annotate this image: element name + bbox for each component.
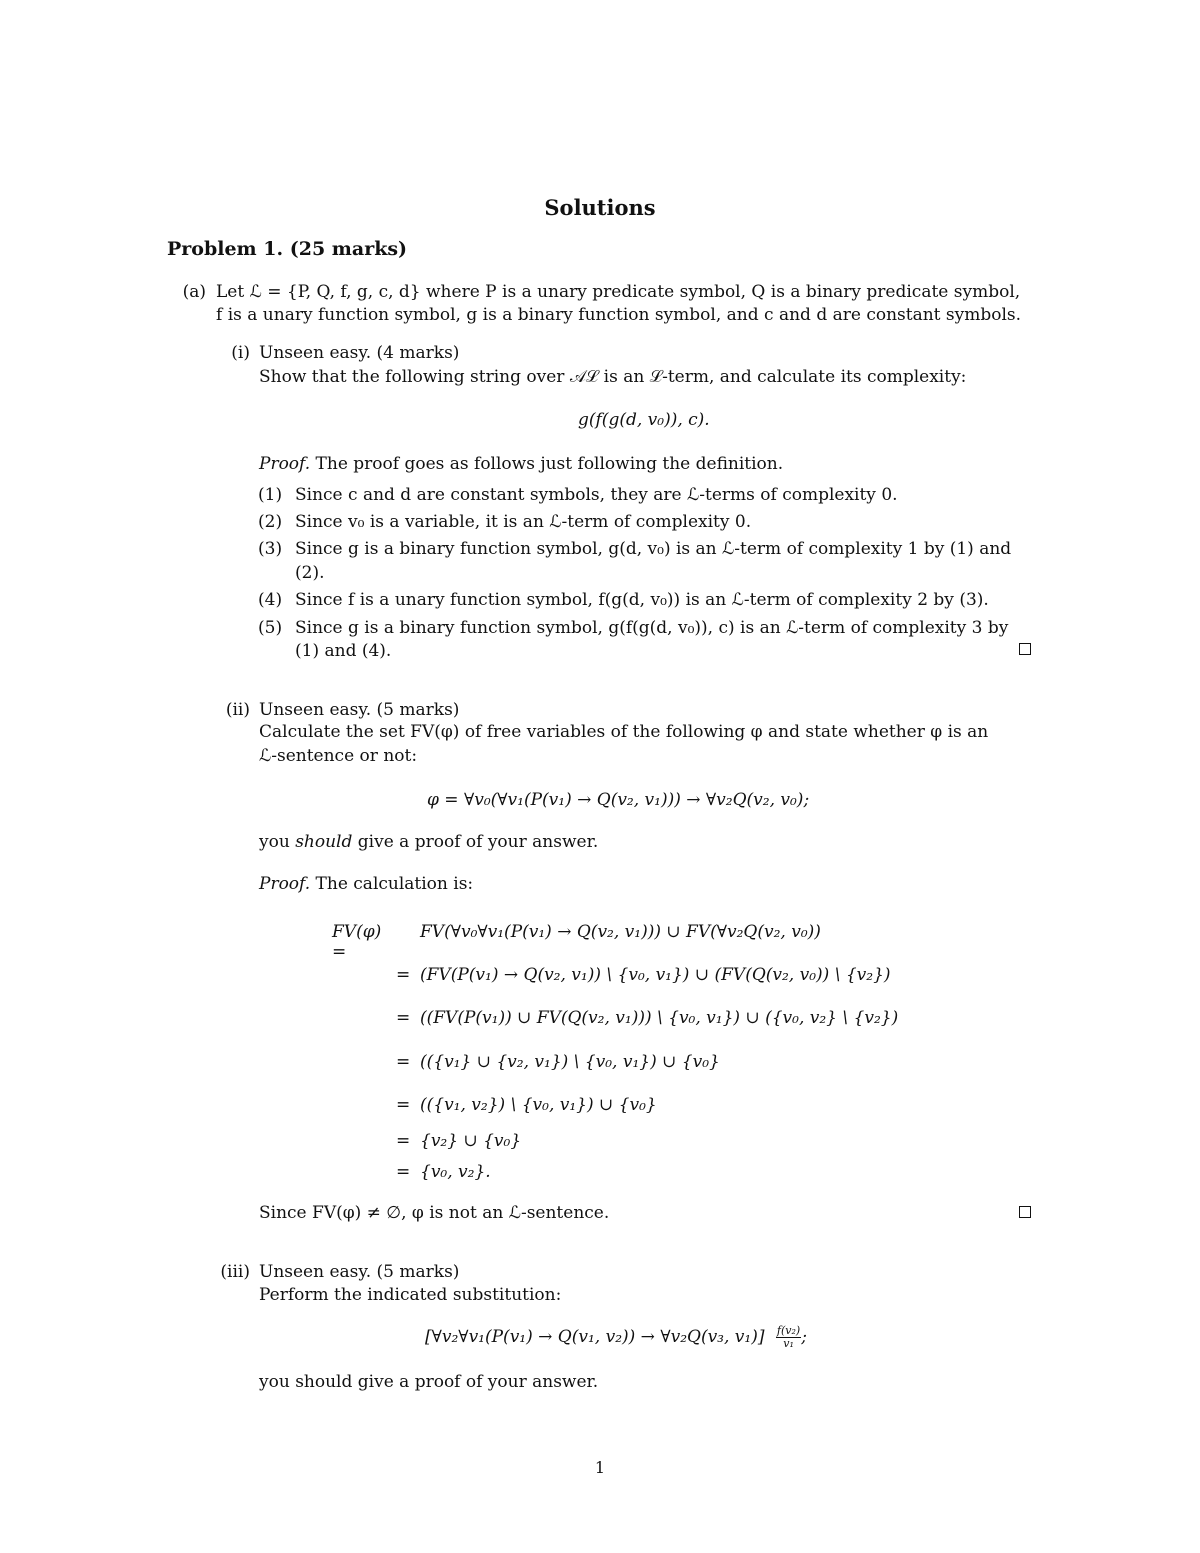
step-5-num: (5)	[258, 618, 283, 638]
equals-sign: =	[396, 1052, 411, 1072]
step-5-continued: (1) and (4).	[295, 641, 392, 661]
substitution-formula: [∀v₂∀v₁(P(v₁) → Q(v₁, v₂)) → ∀v₂Q(v₃, v₁)]	[425, 1327, 765, 1347]
step-2-text: Since v₀ is a variable, it is an ℒ-term of complexity 0.	[295, 512, 752, 532]
proof-intro: The proof goes as follows just following the definition.	[315, 454, 784, 474]
step-5-text: Since g is a binary function symbol, g(f(g(d, v₀)), c) is an ℒ-term of complexity 3 by	[295, 618, 1009, 638]
sub-iii-note: you should give a proof of your answer.	[259, 1372, 599, 1392]
derivation-lhs: FV(φ) =	[332, 922, 382, 962]
page-heading: Solutions	[544, 195, 656, 220]
problem-title: Problem 1. (25 marks)	[167, 238, 408, 260]
derivation-step: (({v₁, v₂}) \ {v₀, v₁}) ∪ {v₀}	[420, 1095, 657, 1115]
sub-i-header: Unseen easy. (4 marks)	[259, 343, 460, 363]
derivation-step: {v₀, v₂}.	[420, 1162, 491, 1182]
sub-iii-label: (iii)	[220, 1262, 250, 1282]
equals-sign: =	[396, 1095, 411, 1115]
step-4-num: (4)	[258, 590, 283, 610]
derivation-step: ((FV(P(v₁)) ∪ FV(Q(v₂, v₁))) \ {v₀, v₁}) ∪ ({v₀, v₂} \ {v₂})	[420, 1008, 899, 1028]
sub-i-display-term: g(f(g(d, v₀)), c).	[578, 410, 710, 430]
derivation-step: FV(∀v₀∀v₁(P(v₁) → Q(v₂, v₁))) ∪ FV(∀v₂Q(v₂, v₀))	[420, 922, 821, 942]
sub-ii-conclusion: Since FV(φ) ≠ ∅, φ is not an ℒ-sentence.	[259, 1203, 610, 1223]
step-3-continued: (2).	[295, 563, 325, 583]
sub-ii-note	[259, 832, 598, 852]
step-3-text: Since g is a binary function symbol, g(d, v₀) is an ℒ-term of complexity 1 by (1) and	[295, 539, 1012, 559]
step-4-text: Since f is a unary function symbol, f(g(d, v₀)) is an ℒ-term of complexity 2 by (3).	[295, 590, 989, 610]
sub-ii-question-2: ℒ-sentence or not:	[259, 746, 418, 766]
part-a-line-2: f is a unary function symbol, g is a binary function symbol, and c and d are constant symbols.	[216, 305, 1022, 325]
step-1-text: Since c and d are constant symbols, they are ℒ-terms of complexity 0.	[295, 485, 898, 505]
derivation-step: {v₂} ∪ {v₀}	[420, 1131, 522, 1151]
note-emphasis: should	[295, 832, 353, 852]
note-post: give a proof of your answer.	[352, 832, 599, 852]
page-number: 1	[594, 1458, 606, 1477]
part-a-label: (a)	[182, 282, 206, 302]
derivation-step: (FV(P(v₁) → Q(v₂, v₁)) \ {v₀, v₁}) ∪ (FV(Q(v₂, v₀)) \ {v₂})	[420, 965, 891, 985]
proof-label: Proof.	[259, 454, 311, 474]
sub-ii-proof-line	[259, 874, 473, 894]
qed-square-icon	[1019, 643, 1031, 655]
sub-i-question: Show that the following string over 𝒜ℒ is an ℒ-term, and calculate its complexity:	[259, 367, 967, 387]
step-3-num: (3)	[258, 539, 283, 559]
proof-intro: The calculation is:	[315, 874, 474, 894]
step-2-num: (2)	[258, 512, 283, 532]
sub-i-proof-line	[259, 454, 783, 474]
equals-sign: =	[396, 1162, 411, 1182]
qed-square-icon	[1019, 1206, 1031, 1218]
sub-i-label: (i)	[231, 343, 250, 363]
part-a-line-1: Let ℒ = {P, Q, f, g, c, d} where P is a unary predicate symbol, Q is a binary predicate symbol,	[216, 282, 1021, 302]
substitution-fraction	[776, 1325, 801, 1350]
sub-ii-header: Unseen easy. (5 marks)	[259, 700, 460, 720]
sub-iii-header: Unseen easy. (5 marks)	[259, 1262, 460, 1282]
equals-sign: =	[396, 1008, 411, 1028]
sub-ii-label: (ii)	[225, 700, 250, 720]
proof-label: Proof.	[259, 874, 311, 894]
step-1-num: (1)	[258, 485, 283, 505]
sub-ii-question-1: Calculate the set FV(φ) of free variables of the following φ and state whether φ is an	[259, 722, 989, 742]
sub-iii-question: Perform the indicated substitution:	[259, 1285, 562, 1305]
sub-iii-display-formula	[425, 1325, 807, 1350]
equals-sign: =	[396, 1131, 411, 1151]
note-pre: you	[259, 832, 296, 852]
fraction-numerator: f(v₂)	[776, 1324, 801, 1337]
derivation-step: (({v₁} ∪ {v₂, v₁}) \ {v₀, v₁}) ∪ {v₀}	[420, 1052, 720, 1072]
display-terminator: ;	[801, 1327, 807, 1347]
equals-sign: =	[396, 965, 411, 985]
fraction-denominator: v₁	[783, 1337, 794, 1350]
sub-ii-display-formula: φ = ∀v₀(∀v₁(P(v₁) → Q(v₂, v₁))) → ∀v₂Q(v₂, v₀);	[427, 790, 810, 810]
